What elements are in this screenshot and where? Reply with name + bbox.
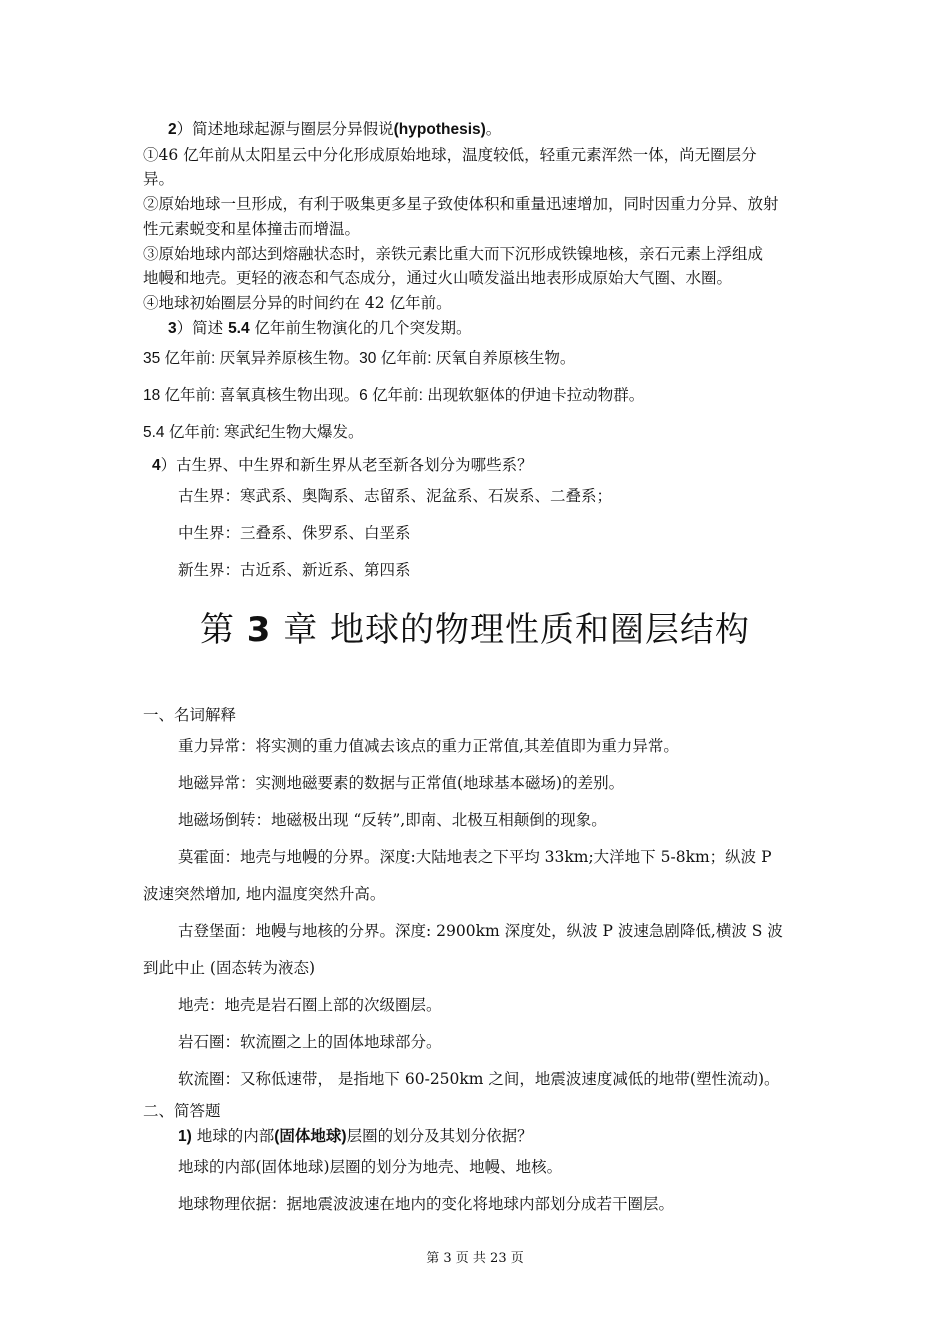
term-definition: 软流圈：又称低速带， 是指地下 60-250km 之间，地震波速度减低的地带(塑性流动)。 xyxy=(178,1070,780,1088)
paragraph-line: ②原始地球一旦形成，有利于吸集更多星子致使体积和重量迅速增加，同时因重力分异、放射 xyxy=(143,195,779,213)
question-number: 4 xyxy=(152,457,161,474)
term-definition: 岩石圈：软流圈之上的固体地球部分。 xyxy=(178,1033,442,1051)
term-definition: 莫霍面：地壳与地幔的分界。深度:大陆地表之下平均 33km;大洋地下 5-8km；纵波 P xyxy=(178,848,772,866)
paragraph-line: 性元素蜕变和星体撞击而增温。 xyxy=(143,220,361,238)
question-number: 3 xyxy=(168,320,177,337)
paragraph-line: 18 亿年前: 喜氧真核生物出现。6 亿年前: 出现软躯体的伊迪卡拉动物群。 xyxy=(143,387,645,404)
page-footer: 第 3 页 共 23 页 xyxy=(426,1251,524,1266)
term-definition: 地磁场倒转：地磁极出现 “反转”,即南、北极互相颠倒的现象。 xyxy=(178,811,607,829)
question-term: (固体地球) xyxy=(274,1128,347,1145)
chapter-number: 3 xyxy=(246,610,272,650)
chapter-prefix: 第 xyxy=(199,610,247,650)
term-definition: 地壳：地壳是岩石圈上部的次级圈层。 xyxy=(178,996,442,1014)
paragraph-line: ①46 亿年前从太阳星云中分化形成原始地球，温度较低，轻重元素浑然一体，尚无圈层分 xyxy=(143,146,757,164)
paragraph-line: 35 亿年前: 厌氧异养原核生物。30 亿年前: 厌氧自养原核生物。 xyxy=(143,350,576,367)
term-definition: 地磁异常：实测地磁要素的数据与正常值(地球基本磁场)的差别。 xyxy=(178,774,625,792)
paragraph-line: ④地球初始圈层分异的时间约在 42 亿年前。 xyxy=(143,294,452,312)
paragraph-line: 异。 xyxy=(143,170,175,188)
section-heading: 二、简答题 xyxy=(143,1102,221,1120)
term-definition: 到此中止 (固态转为液态) xyxy=(143,959,316,977)
chapter-heading xyxy=(0,608,950,652)
question-term: (hypothesis) xyxy=(393,121,486,138)
term-definition: 重力异常：将实测的重力值减去该点的重力正常值,其差值即为重力异常。 xyxy=(178,737,679,755)
question-number: 1) xyxy=(178,1128,192,1145)
question-text: 亿年前生物演化的几个突发期。 xyxy=(249,319,472,337)
term-definition: 波速突然增加, 地内温度突然升高。 xyxy=(143,885,386,903)
paragraph-line: 古生界：寒武系、奥陶系、志留系、泥盆系、石炭系、二叠系； xyxy=(178,487,613,505)
question-3-title xyxy=(168,318,472,339)
paragraph-line: 地球物理依据：据地震波波速在地内的变化将地球内部划分成若干圈层。 xyxy=(178,1195,675,1213)
question-text: ）简述地球起源与圈层分异假说 xyxy=(176,120,394,138)
question-text: 层圈的划分及其划分依据？ xyxy=(346,1127,533,1145)
question-2-title xyxy=(168,119,501,140)
paragraph-line: 地球的内部(固体地球)层圈的划分为地壳、地幔、地核。 xyxy=(178,1158,563,1176)
term-definition: 古登堡面：地幔与地核的分界。深度: 2900km 深度处，纵波 P 波速急剧降低,横波 S 波 xyxy=(178,922,783,940)
question-end: 。 xyxy=(485,120,502,138)
paragraph-line: ③原始地球内部达到熔融状态时，亲铁元素比重大而下沉形成铁镍地核，亲石元素上浮组成 xyxy=(143,245,764,263)
paragraph-line: 5.4 亿年前: 寒武纪生物大爆发。 xyxy=(143,424,364,441)
question-text: ）古生界、中生界和新生界从老至新各划分为哪些系？ xyxy=(160,456,533,474)
question-text: ）简述 xyxy=(176,319,229,337)
question-text: 地球的内部 xyxy=(191,1127,275,1145)
question-4-title xyxy=(152,455,533,476)
chapter-title: 章 地球的物理性质和圈层结构 xyxy=(271,610,751,650)
paragraph-line: 新生界：古近系、新近系、第四系 xyxy=(178,561,411,579)
short-answer-question xyxy=(178,1126,533,1147)
question-number: 2 xyxy=(168,121,177,138)
question-value: 5.4 xyxy=(228,320,250,337)
paragraph-line: 中生界：三叠系、侏罗系、白垩系 xyxy=(178,524,411,542)
paragraph-line: 地幔和地壳。更轻的液态和气态成分，通过火山喷发溢出地表形成原始大气圈、水圈。 xyxy=(143,269,733,287)
section-heading: 一、名词解释 xyxy=(143,706,237,724)
